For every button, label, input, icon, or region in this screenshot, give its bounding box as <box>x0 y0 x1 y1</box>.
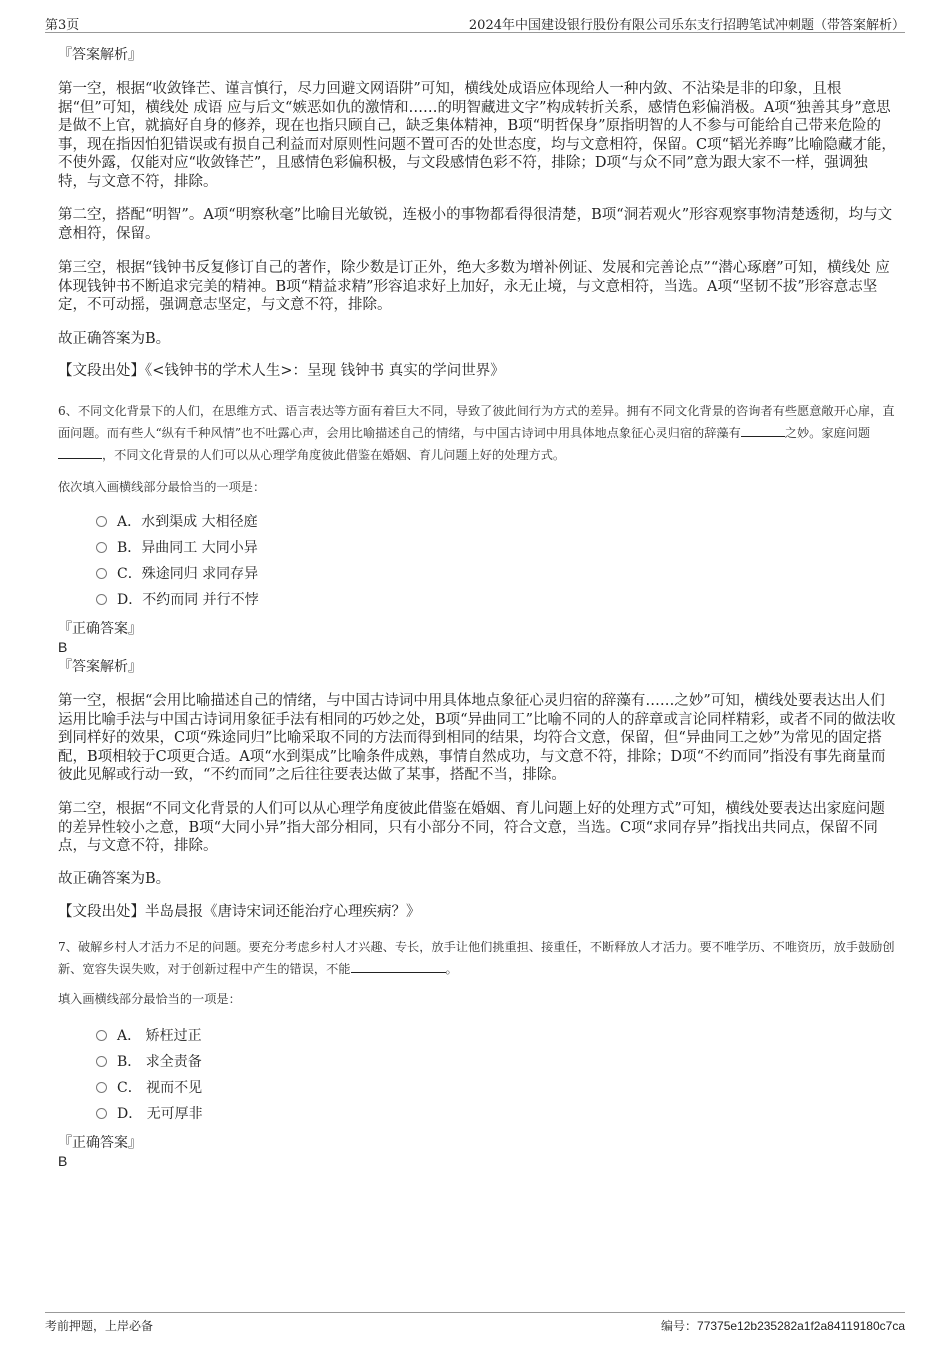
q5-source: 【文段出处】《<钱钟书的学术人生>：呈现 钱钟书 真实的学问世界》 <box>58 363 505 379</box>
q5-analysis-label: 『答案解析』 <box>58 47 142 63</box>
q6-answer-label: 『正确答案』 <box>58 621 142 637</box>
radio-icon[interactable] <box>96 1108 107 1119</box>
page-footer <box>45 1312 905 1336</box>
code-value: 77375e12b235282a1f2a84119180c7ca <box>697 1319 905 1333</box>
option-text: 殊途同归 求同存异 <box>141 566 259 582</box>
q7-answer-label: 『正确答案』 <box>58 1135 142 1151</box>
page-header <box>45 12 905 33</box>
option-text: 水到渠成 大相径庭 <box>141 514 258 530</box>
radio-icon[interactable] <box>96 1056 107 1067</box>
q7-option-b[interactable] <box>96 1052 202 1072</box>
q6-prompt: 依次填入画横线部分最恰当的一项是： <box>58 480 266 494</box>
radio-icon[interactable] <box>96 594 107 605</box>
option-text: 无可厚非 <box>146 1106 203 1122</box>
blank <box>58 446 102 459</box>
blank <box>351 960 446 973</box>
document-code <box>661 1317 905 1334</box>
footer-slogan: 考前押题，上岸必备 <box>45 1319 154 1333</box>
q6-option-b[interactable] <box>96 538 258 558</box>
radio-icon[interactable] <box>96 1082 107 1093</box>
q6-stem-part-a: 6、不同文化背景下的人们，在思维方式、语言表达等方面有着巨大不同，导致了彼此间行为方式的差异。拥有不同文化背景的咨询者有些愿意敞开心扉，直面问题。而有些人“纵有千种风情”也不吐露心声，会用比喻描述自己的情绪，与中国古诗词中用具体地点象征心灵归宿的辞藻有 <box>58 404 895 440</box>
option-text: 求全责备 <box>145 1054 202 1070</box>
option-text: 视而不见 <box>146 1080 203 1096</box>
q6-analysis-p1: 第一空，根据“会用比喻描述自己的情绪，与中国古诗词中用具体地点象征心灵归宿的辞藻有……之妙”可知，横线处要表达出人们运用比喻手法与中国古诗词用象征手法有相同的巧妙之处，B项“异曲同工”比喻不同的人的辞章或言论同样精彩，或者不同的做法收到同样好的效果，C项“殊途同归”比喻采取不同的方法而得到相同的结果，均符合文意，保留，但“异曲同工之妙”为常见的固定搭配，B项相较于C项更合适。A项“水到渠成”比喻条件成熟，事情自然成功，与文意不符，排除；D项“不约而同”指没有事先商量而彼此见解或行动一致，“不约而同”之后往往要表达做了某事，搭配不当，排除。 <box>58 693 896 783</box>
q6-analysis-p2: 第二空，根据“不同文化背景的人们可以从心理学角度彼此借鉴在婚姻、育儿问题上好的处理方式”可知，横线处要表达出家庭问题的差异性较小之意，B项“大同小异”指大部分相同，只有小部分不同，符合文意，当选。C项“求同存异”指找出共同点，保留不同点，与文意不符，排除。 <box>58 801 885 854</box>
radio-icon[interactable] <box>96 1030 107 1041</box>
q5-conclusion: 故正确答案为B。 <box>58 331 171 347</box>
option-letter: A． <box>117 514 142 530</box>
q6-source: 【文段出处】半岛晨报《唐诗宋词还能治疗心理疾病？》 <box>58 904 421 920</box>
option-letter: D． <box>117 592 143 608</box>
q7-answer: B <box>58 1153 68 1169</box>
code-label: 编号： <box>661 1319 698 1333</box>
q6-analysis-label: 『答案解析』 <box>58 659 142 675</box>
option-letter: A． <box>117 1028 142 1044</box>
q7-option-d[interactable] <box>96 1104 203 1124</box>
radio-icon[interactable] <box>96 516 107 527</box>
option-letter: B． <box>117 540 142 556</box>
option-text: 异曲同工 大同小异 <box>141 540 258 556</box>
document-title: 2024年中国建设银行股份有限公司乐东支行招聘笔试冲刺题（带答案解析） <box>468 18 905 33</box>
q5-analysis-p2: 第二空，搭配“明智”。A项“明察秋毫”比喻目光敏锐，连极小的事物都看得很清楚，B项“洞若观火”形容观察事物清楚透彻，均与文意相符，保留。 <box>58 207 893 242</box>
q7-stem <box>58 936 900 980</box>
option-text: 不约而同 并行不悖 <box>142 592 259 608</box>
radio-icon[interactable] <box>96 568 107 579</box>
option-letter: D． <box>117 1106 143 1122</box>
q6-stem-part-c: ，不同文化背景的人们可以从心理学角度彼此借鉴在婚姻、育儿问题上好的处理方式。 <box>102 448 566 462</box>
q7-option-a[interactable] <box>96 1026 202 1046</box>
option-letter: C． <box>117 1080 142 1096</box>
q6-answer: B <box>58 639 68 655</box>
q5-analysis-p3: 第三空，根据“钱钟书反复修订自己的著作，除少数是订正外，绝大多数为增补例证、发展和完善论点”“潜心琢磨”可知，横线处 应体现钱钟书不断追求完美的精神。B项“精益求精”形容追求好上加好，永无止境，与文意相符，当选。A项“坚韧不拔”形容意志坚定，不可动摇，强调意志坚定，与文意不符，排除。 <box>58 260 890 313</box>
option-letter: C． <box>117 566 142 582</box>
q6-conclusion: 故正确答案为B。 <box>58 871 171 887</box>
q6-stem-part-b: 之妙。家庭问题 <box>784 426 871 440</box>
blank <box>741 424 785 437</box>
q7-stem-part-a: 7、破解乡村人才活力不足的问题。要充分考虑乡村人才兴趣、专长，放手让他们挑重担、接重任，不断释放人才活力。要不唯学历、不唯资历，放手鼓励创新、宽容失误失败，对于创新过程中产生的错误，不能 <box>58 940 895 976</box>
q6-option-a[interactable] <box>96 512 258 532</box>
q6-option-c[interactable] <box>96 564 258 584</box>
page-number: 第3页 <box>45 18 80 33</box>
radio-icon[interactable] <box>96 542 107 553</box>
q7-prompt: 填入画横线部分最恰当的一项是： <box>58 992 241 1006</box>
q6-stem <box>58 400 900 466</box>
q5-analysis-p1: 第一空，根据“收敛锋芒、谨言慎行，尽力回避文网语阱”可知，横线处成语应体现给人一种内敛、不沾染是非的印象，且根据“但”可知，横线处 成语 应与后文“嫉恶如仇的激情和……的明智藏进文字”构成转折关系，感情色彩偏消极。A项“独善其身”意思是做不上官，就搞好自身的修养，现在也指只顾自己，缺乏集体精神，B项“明哲保身”原指明智的人不参与可能给自己带来危险的事，现在指因怕犯错误或有损自己利益而对原则性问题不置可否的处世态度，均与文意相符，保留。C项“韬光养晦”比喻隐藏才能，不使外露，仅能对应“收敛锋芒”，且感情色彩偏积极，与文段感情色彩不符，排除；D项“与众不同”意为跟大家不一样，强调独特，与文意不符，排除。 <box>58 81 896 190</box>
q7-option-c[interactable] <box>96 1078 202 1098</box>
q7-stem-part-b: 。 <box>445 962 458 976</box>
option-text: 矫枉过正 <box>145 1028 202 1044</box>
option-letter: B． <box>117 1054 142 1070</box>
q6-option-d[interactable] <box>96 590 259 610</box>
